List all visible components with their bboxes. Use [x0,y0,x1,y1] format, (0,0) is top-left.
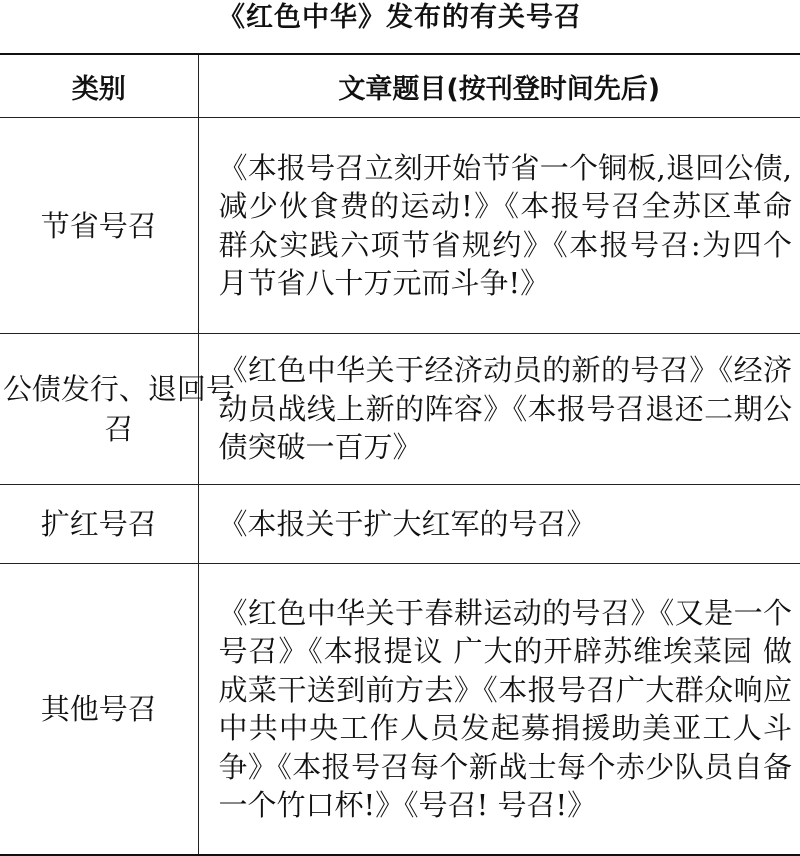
row-titles: 《本报号召立刻开始节省一个铜板,退回公债,减少伙食费的运动!》《本报号召全苏区革命群众实践六项节省规约》《本报号召:为四个月节省八十万元而斗争!》 [198,118,800,334]
header-titles: 文章题目(按刊登时间先后) [198,54,800,118]
row-category: 节省号召 [0,118,198,334]
category-line: 公债发行、退回号召 [2,372,235,446]
row-titles: 《红色中华关于经济动员的新的号召》《经济动员战线上新的阵容》《本报号召退还二期公债突破一百万》 [198,334,800,485]
appeals-table [0,53,800,856]
row-category: 扩红号召 [0,485,198,564]
row-category: 其他号召 [0,564,198,856]
header-category: 类别 [0,54,198,118]
table-row [0,564,800,856]
table-header-row [0,54,800,118]
table-row [0,485,800,564]
row-titles: 《红色中华关于春耕运动的号召》《又是一个号召》《本报提议 广大的开辟苏维埃菜园 做成菜干送到前方去》《本报号召广大群众响应中共中央工作人员发起募捐援助美亚工人斗争》《本报号召每个新战士每个赤少队员自备一个竹口杯!》《号召! 号召!》 [198,564,800,856]
table-caption: 《红色中华》发布的有关号召 [218,2,582,33]
row-category [0,334,235,485]
row-titles: 《本报关于扩大红军的号召》 [198,485,800,564]
table-row [0,118,800,334]
table-row [0,334,800,485]
